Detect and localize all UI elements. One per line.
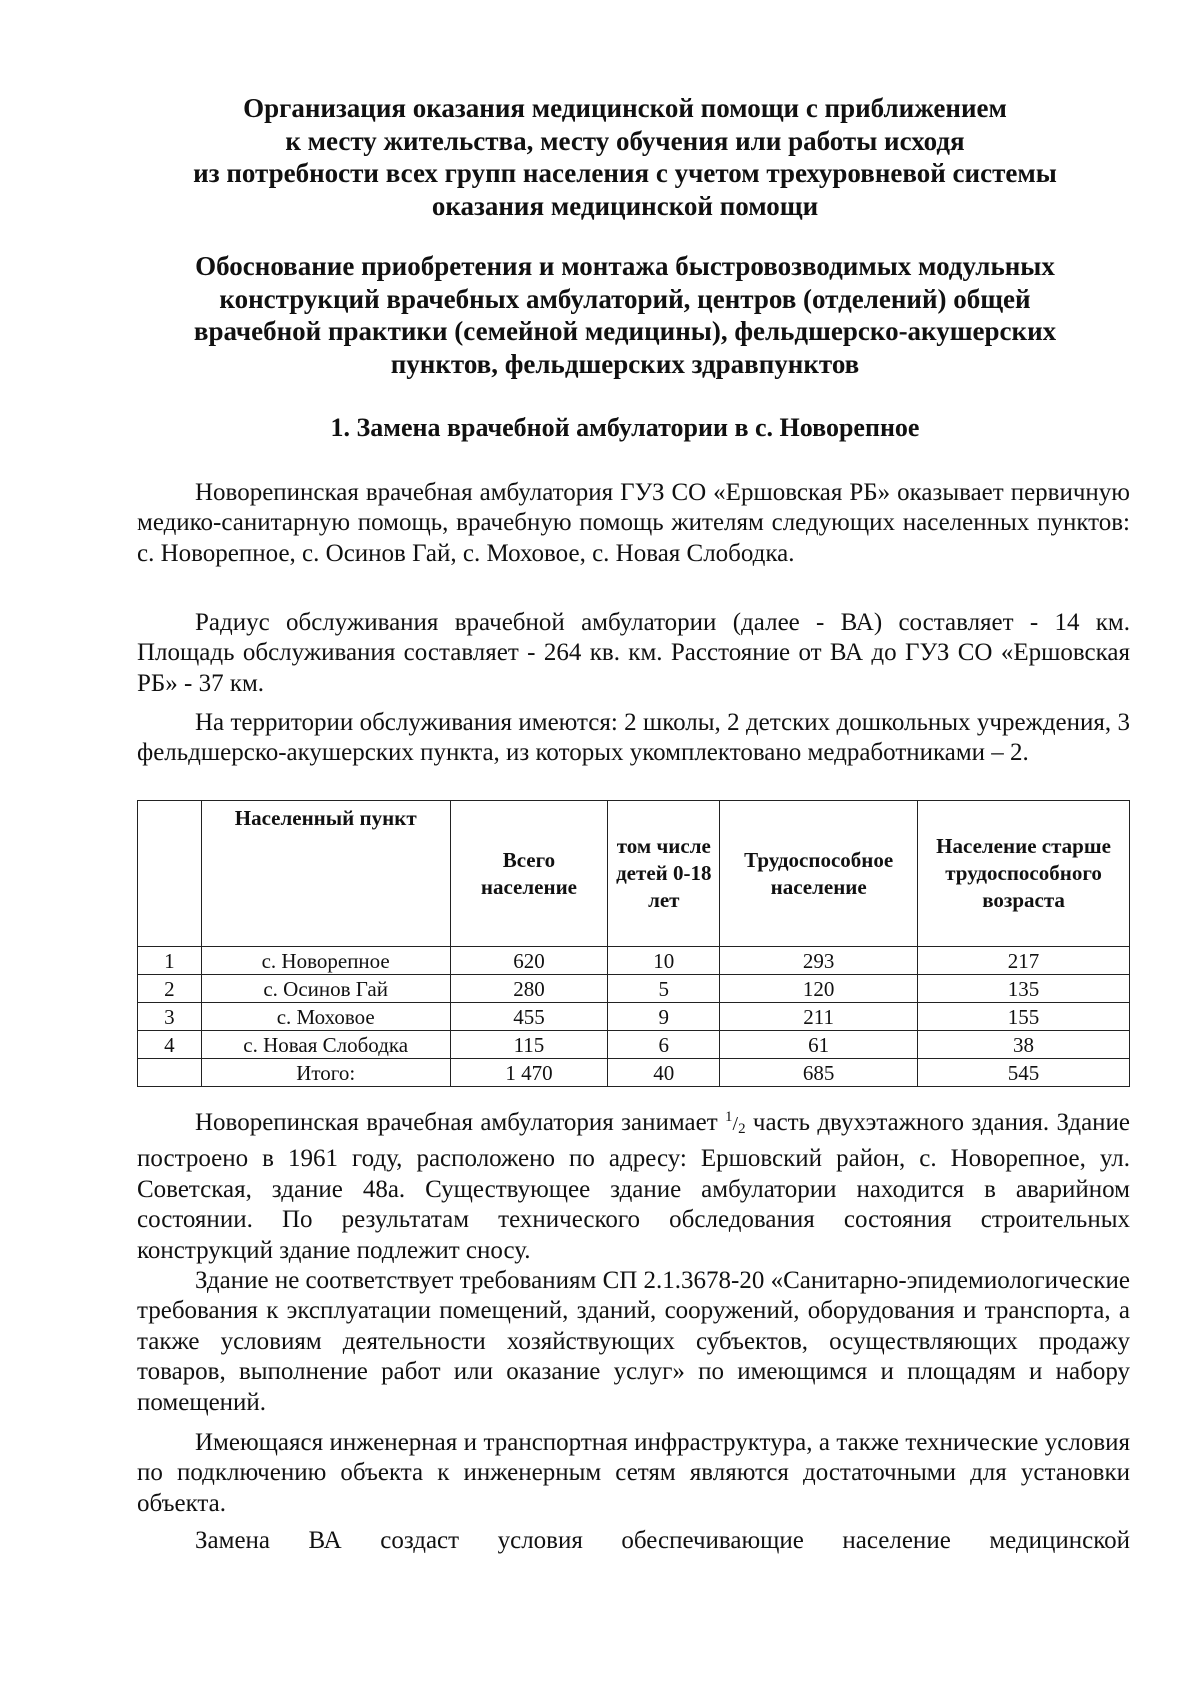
paragraph-service-area: Новорепинская врачебная амбулатория ГУЗ СО «Ершовская РБ» оказывает первичную медико-санитарную помощь, врачебную помощь жителям следующих населенных пунктов: с. Новорепное, с. Осинов Гай, с. Моховое, с. Новая Слободка.: [137, 479, 1130, 567]
paragraph-facilities: На территории обслуживания имеются: 2 школы, 2 детских дошкольных учреждения, 3 фельдшерско-акушерских пункта, из которых укомплектовано медработниками – 2.: [137, 709, 1130, 767]
paragraph-building: [137, 1102, 1130, 1266]
row-children: 9: [608, 1003, 720, 1031]
total-label: Итого:: [201, 1059, 450, 1087]
total-working: 685: [720, 1059, 918, 1087]
row-number: 3: [138, 1003, 202, 1031]
total-elderly: 545: [918, 1059, 1130, 1087]
total-children: 40: [608, 1059, 720, 1087]
row-elderly: 135: [918, 975, 1130, 1003]
row-working: 120: [720, 975, 918, 1003]
building-text-start: Новорепинская врачебная амбулатория занимает: [195, 1109, 718, 1136]
row-elderly: 155: [918, 1003, 1130, 1031]
table-row: [138, 1003, 1130, 1031]
table-row: [138, 975, 1130, 1003]
row-settlement: с. Осинов Гай: [201, 975, 450, 1003]
row-children: 5: [608, 975, 720, 1003]
row-elderly: 38: [918, 1031, 1130, 1059]
paragraph-infrastructure: Имеющаяся инженерная и транспортная инфраструктура, а также технические условия по подключению объекта к инженерным сетям являются достаточными для установки объекта.: [137, 1429, 1130, 1517]
row-settlement: с. Моховое: [201, 1003, 450, 1031]
section-heading: 1. Замена врачебной амбулатории в с. Новорепное: [330, 413, 920, 442]
table-row: [138, 1031, 1130, 1059]
table-row: [138, 947, 1130, 975]
paragraph-requirements: Здание не соответствует требованиям СП 2.1.3678-20 «Санитарно-эпидемиологические требования к эксплуатации помещений, зданий, сооружений, оборудования и транспорта, а также условиям деятельности хозяйствующих субъектов, осуществляющих продажу товаров, выполнение работ или оказание услуг» по имеющимся и площадям и набору помещений.: [137, 1267, 1130, 1416]
header-elderly: Население старше трудоспособного возраста: [918, 801, 1130, 947]
fraction-denominator: 2: [738, 1121, 746, 1137]
building-text-end: часть двухэтажного здания. Здание построено в 1961 году, расположено по адресу: Ершовский район, с. Новорепное, ул. Советская, здание 48а. Существующее здание амбулатории находится в аварийном состоянии. По результатам технического обследования состояния строительных конструкций здание подлежит сносу.: [137, 1109, 1131, 1264]
row-number: 4: [138, 1031, 202, 1059]
subtitle-line: конструкций врачебных амбулаторий, центров (отделений) общей: [219, 283, 1031, 314]
total-number: [138, 1059, 202, 1087]
row-total: 455: [450, 1003, 608, 1031]
population-table: [137, 800, 1130, 1087]
paragraph-radius: Радиус обслуживания врачебной амбулатории (далее - ВА) составляет - 14 км. Площадь обслуживания составляет - 264 кв. км. Расстояние от ВА до ГУЗ СО «Ершовская РБ» - 37 км.: [137, 609, 1130, 697]
fraction-numerator: 1: [725, 1109, 733, 1125]
document-title: [150, 92, 1100, 222]
subtitle-line: Обоснование приобретения и монтажа быстровозводимых модульных: [195, 251, 1055, 281]
header-number: [138, 801, 202, 947]
title-line: оказания медицинской помощи: [431, 190, 819, 221]
row-total: 620: [450, 947, 608, 975]
fraction-slash: /: [732, 1113, 739, 1135]
row-total: 115: [450, 1031, 608, 1059]
title-line: из потребности всех групп населения с учетом трехуровневой системы: [193, 158, 1057, 188]
row-number: 1: [138, 947, 202, 975]
row-settlement: с. Новорепное: [201, 947, 450, 975]
header-working: Трудоспособное население: [720, 801, 918, 947]
row-settlement: с. Новая Слободка: [201, 1031, 450, 1059]
row-children: 10: [608, 947, 720, 975]
row-working: 293: [720, 947, 918, 975]
row-total: 280: [450, 975, 608, 1003]
total-population: 1 470: [450, 1059, 608, 1087]
document-subtitle: [150, 250, 1100, 380]
header-children: том числе детей 0-18 лет: [608, 801, 720, 947]
subtitle-line: пунктов, фельдшерских здравпунктов: [390, 348, 860, 379]
title-line: Организация оказания медицинской помощи с приближением: [243, 93, 1007, 123]
row-number: 2: [138, 975, 202, 1003]
paragraph-replacement: Замена ВА создаст условия обеспечивающие население медицинской: [195, 1527, 1130, 1554]
row-elderly: 217: [918, 947, 1130, 975]
row-children: 6: [608, 1031, 720, 1059]
header-settlement: Населенный пункт: [201, 801, 450, 947]
half-fraction: [725, 1109, 746, 1137]
subtitle-line: врачебной практики (семейной медицины), фельдшерско-акушерских: [193, 316, 1057, 346]
row-working: 61: [720, 1031, 918, 1059]
table-header-row: [138, 801, 1130, 947]
title-line: к месту жительства, месту обучения или работы исходя: [285, 125, 965, 156]
table-total-row: [138, 1059, 1130, 1087]
row-working: 211: [720, 1003, 918, 1031]
header-total: Всего население: [450, 801, 608, 947]
